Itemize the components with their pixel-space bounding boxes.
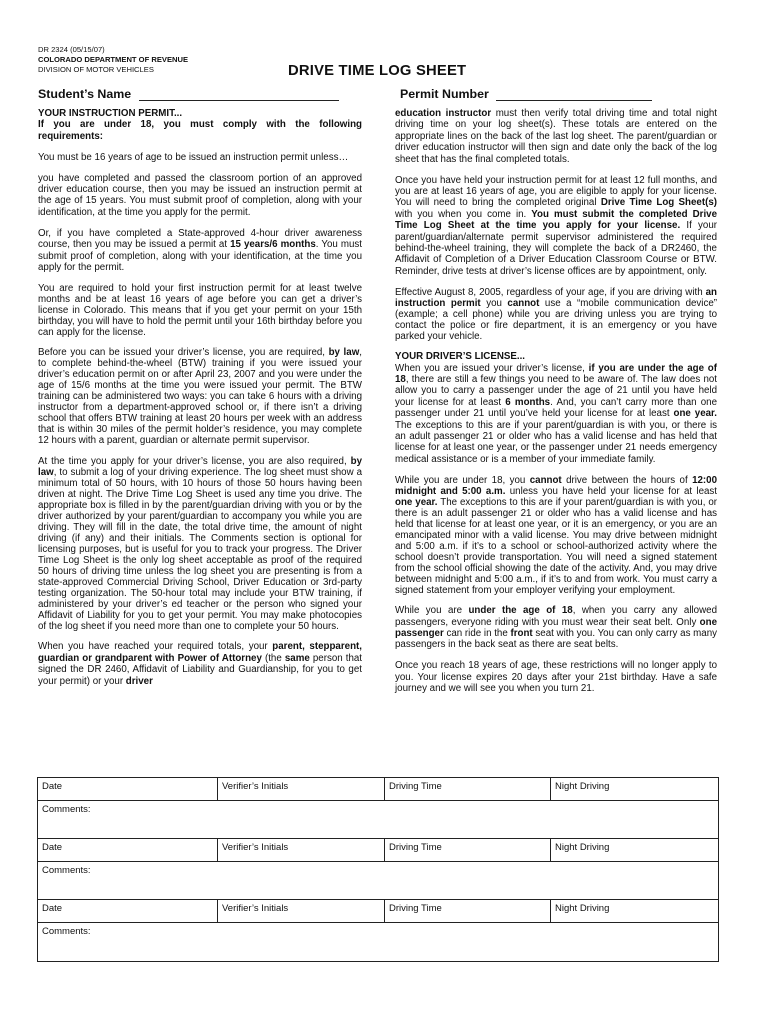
log-entry-row [38,778,718,801]
paragraph: When you are issued your driver’s license, if you are under the age of 18, there are still a few things you need to be aware of. The law does not allow you to carry a passenger under the age of 21 until you have held your license for at least 6 months. And, you can’t carry more than one passenger under 21 until you’ve held your license for at least one year. The exceptions to this are if your parent/guardian is with you, or there is an adult passenger 21 or older who has a valid license and has held that license for at least one year, or the passenger under 21 needs emergency medical assistance or is a member of your immediate family. [395,362,717,465]
log-entry-row [38,839,718,862]
paragraph: You must be 16 years of age to be issued an instruction permit unless… [38,151,349,163]
left-column [38,108,362,697]
verifier-initials-cell[interactable]: Verifier’s Initials [218,839,385,861]
driving-time-cell[interactable]: Driving Time [385,778,551,800]
driving-time-cell[interactable]: Driving Time [385,900,551,922]
driving-time-cell[interactable]: Driving Time [385,839,551,861]
paragraph: At the time you apply for your driver’s license, you are also required, by law, to submit a log of your driving experience. The log sheet must show a minimum total of 50 hours, with 10 hours of those 50 hours having been driven at night. The Drive Time Log Sheet is used any time you drive. The appropriate box is filled in by the parent/guardian driving with you or by the driver authorized by your parent/guardian to accompany you while you are driving. They will fill in the date, the total drive time, the amount of night driving (if any) and their initials. The Comments section is optional for licensing purposes, but is useful for you to track your progress. The Driver Time Log Sheet is the only log sheet acceptable as proof of the required 50 hours of driving time unless the log sheet you are presenting is from a state-approved Commercial Driving School, Driver Education or 3rd-party testing organization. The 50-hour total may include your BTW training, if administered by your driver’s ed teacher or the person who signed your Affidavit of Liability for you to get your permit. You may make photocopies of the log sheet if you need more than one to complete your 50 hours. [38,455,362,632]
paragraph: When you have reached your required totals, your parent, stepparent, guardian or grandparent with Power of Attorney (the same person that signed the DR 2460, Affidavit of Liability and Guardianship, for you to get your permit) or your driver [38,641,362,687]
comments-cell[interactable]: Comments: [38,862,718,900]
verifier-initials-cell[interactable]: Verifier’s Initials [218,900,385,922]
comments-cell[interactable]: Comments: [38,801,718,839]
paragraph: education instructor must then verify total driving time and total night driving time on your log sheet(s). These totals are entered on the appropriate lines on the back of the last log sheet. The parent/guardian or driver education instructor will then sign and date only the back of the log sheet that has the final completed totals. [395,108,718,165]
page-title: DRIVE TIME LOG SHEET [288,63,467,79]
night-driving-cell[interactable]: Night Driving [555,781,610,792]
instruction-permit-heading: YOUR INSTRUCTION PERMIT... [38,108,183,119]
department-name: COLORADO DEPARTMENT OF REVENUE [38,55,189,65]
drivers-license-heading: YOUR DRIVER’S LICENSE... [395,351,526,363]
student-name-field[interactable] [38,87,339,101]
student-name-line[interactable] [139,89,339,101]
permit-number-line[interactable] [496,89,652,101]
form-header [38,45,188,76]
paragraph: you have completed and passed the classroom portion of an approved driver education course, then you may be issued an instruction permit at the age of 15 years. You must submit proof of completion, along with your identification, at the time you apply for the permit. [38,172,362,218]
paragraph: Or, if you have completed a State-approved 4-hour driver awareness course, then you may be issued a permit at 15 years/6 months. You must submit proof of completion, along with your identification, at the time you apply for the permit. [38,227,362,273]
paragraph: You are required to hold your first instruction permit for at least twelve months and be at least 16 years of age before you can get a driver’s license in Colorado. This means that if you get your permit on your 15th birthday, you will have to hold the permit until your 16th birthday before you can apply for the license. [38,282,362,338]
log-table [37,777,719,962]
night-driving-cell[interactable]: Night Driving [555,842,610,853]
paragraph: Before you can be issued your driver’s license, you are required, by law, to complete behind-the-wheel (BTW) training if you were issued your driver’s education permit on or after April 23, 2007 and you were under the age of 15/6 months at the time you were issued your permit. The BTW training can be administered two ways: you can take 6 hours with a driving instructor from a department-approved school or, if there isn’t a driving school that offers BTW training at least 20 hours per week with an address that is within 30 miles of the permit holder’s residence, you may complete 12 hours with a parent, guardian or alternate permit supervisor. [38,347,362,447]
comments-cell[interactable]: Comments: [42,926,91,937]
paragraph: Once you reach 18 years of age, these restrictions will no longer apply to you. Your license expires 20 days after your 21st birthday. Have a safe journey and we will see you when you turn 21. [395,660,717,695]
permit-number-label: Permit Number [400,87,489,101]
date-cell[interactable]: Date [38,839,218,861]
paragraph: While you are under the age of 18, when you carry any allowed passengers, everyone riding with you must wear their seat belt. Only one passenger can ride in the front seat with you. You can only carry as many passengers in the back seat as there are seat belts. [395,605,718,651]
paragraph: While you are under 18, you cannot drive between the hours of 12:00 midnight and 5:00 a.m. unless you have held your license for at least one year. The exceptions to this are if your parent/guardian is with you, or there is an adult passenger 21 or older who has a valid license and has held that license for at least one year, or it is an emergency, or you are an emancipated minor with a valid license. You may drive between midnight and 5:00 a.m. if it’s to a school or school-authorized activity where the school doesn’t provide transportation. You will need a signed statement from the school official showing the date of the activity. And, you may drive between midnight and 5:00 a.m., if it’s to and from work. You must carry a signed statement from your employer verifying your employment. [395,474,718,596]
instruction-permit-subheading: If you are under 18, you must comply with the following requirements: [38,119,362,142]
paragraph: Once you have held your instruction permit for at least 12 full months, and you are at least 16 years of age, you are eligible to apply for your license. You will need to bring the completed original Drive Time Log Sheet(s) with you when you come in. You must submit the completed Drive Time Log Sheet at the time you apply for your license. If your parent/guardian/alternate permit supervisor administered the required behind-the-wheel training, they will complete the back of a DR2460, the Affidavit of Completion of a Driver Education Classroom Course or BTW. Reminder, drive tests at driver’s license offices are by appointment, only. [395,174,718,277]
division-name: DIVISION OF MOTOR VEHICLES [38,65,154,75]
date-cell[interactable]: Date [38,778,218,800]
night-driving-cell[interactable]: Night Driving [555,903,610,914]
permit-number-field[interactable] [400,87,652,101]
form-number: DR 2324 (05/15/07) [38,45,105,54]
log-entry-row [38,900,718,923]
verifier-initials-cell[interactable]: Verifier’s Initials [218,778,385,800]
date-cell[interactable]: Date [38,900,218,922]
student-name-label: Student’s Name [38,87,132,101]
right-column [395,108,717,704]
paragraph: Effective August 8, 2005, regardless of your age, if you are driving with an instruction permit you cannot use a “mobile communication device” (example; a cell phone) while you are driving unless you are trying to contact the police or fire department, it is an emergency or you have parked your vehicle. [395,286,718,342]
